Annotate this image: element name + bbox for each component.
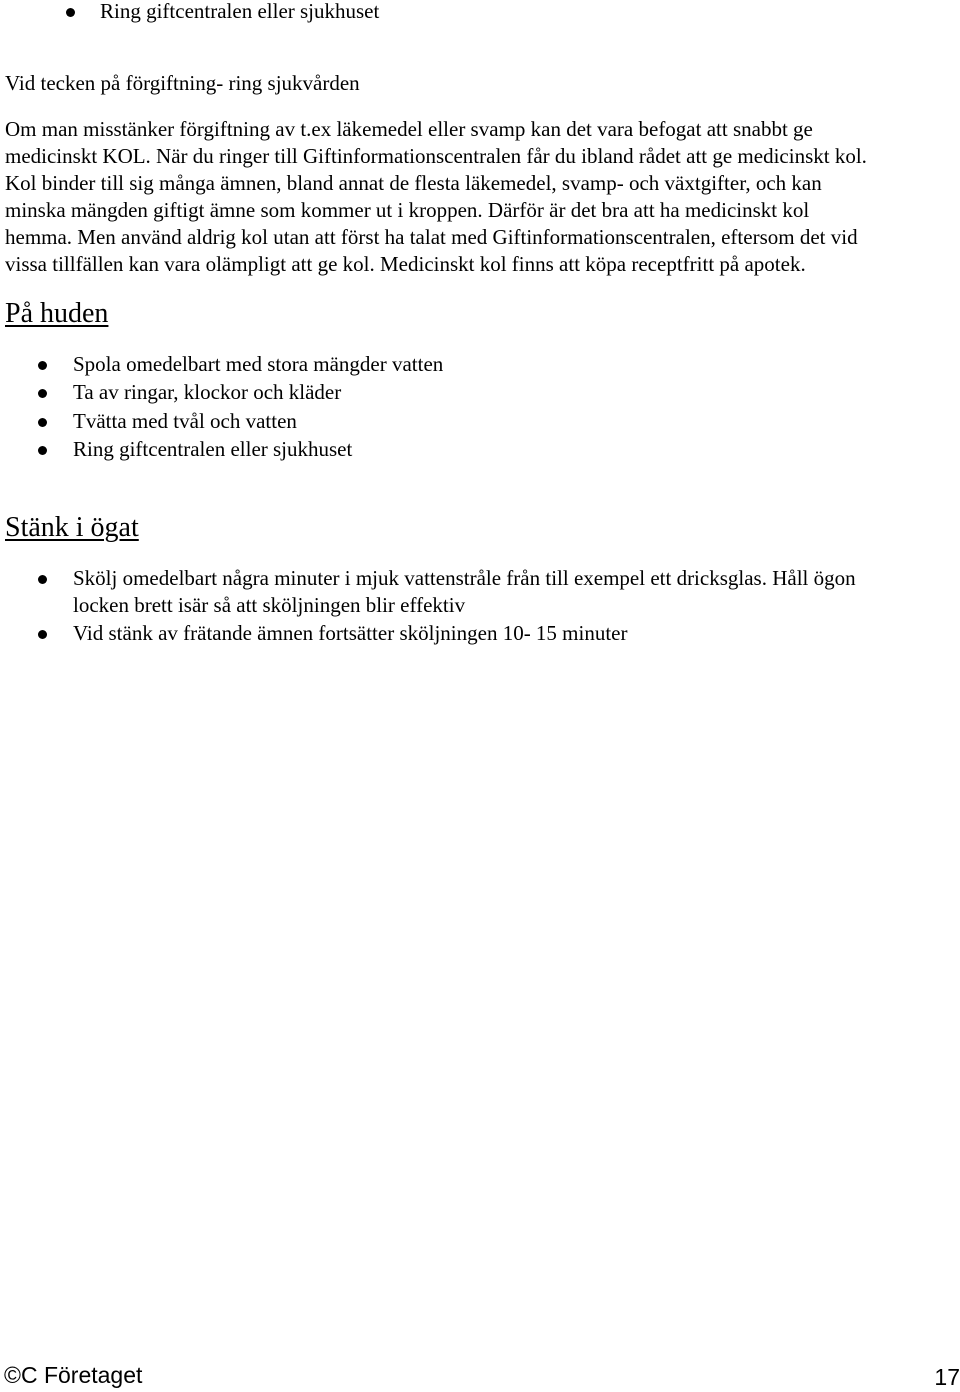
paragraph-line: Kol binder till sig många ämnen, bland annat de flesta läkemedel, svamp- och växtgifter, och kan: [5, 171, 822, 195]
paragraph-line: hemma. Men använd aldrig kol utan att först ha talat med Giftinformationscentralen, eftersom det vid: [5, 225, 858, 249]
paragraph-line: Om man misstänker förgiftning av t.ex läkemedel eller svamp kan det vara befogat att snabbt ge: [5, 117, 813, 141]
list-item: [73, 565, 856, 619]
footer-page-number: 17: [934, 1364, 960, 1390]
bullet-icon: [38, 418, 47, 427]
bullet-icon: [38, 389, 47, 398]
bullet-icon: [38, 575, 47, 584]
paragraph-medical-charcoal: [5, 116, 867, 278]
section-heading-skin: På huden: [5, 298, 109, 329]
section-heading-eye: Stänk i ögat: [5, 512, 139, 543]
list-item-line: locken brett isär så att sköljningen blir effektiv: [73, 593, 466, 617]
list-item: Ring giftcentralen eller sjukhuset: [100, 0, 380, 23]
list-item: Vid stänk av frätande ämnen fortsätter sköljningen 10- 15 minuter: [73, 621, 628, 645]
list-item: Ta av ringar, klockor och kläder: [73, 380, 342, 404]
bullet-icon: [38, 361, 47, 370]
bullet-icon: [38, 630, 47, 639]
bullet-icon: [66, 8, 75, 17]
paragraph-line: medicinskt KOL. När du ringer till Giftinformationscentralen får du ibland rådet att ge medicinskt kol.: [5, 144, 867, 168]
bullet-icon: [38, 446, 47, 455]
paragraph-line: minska mängden giftigt ämne som kommer ut i kroppen. Därför är det bra att ha medicinskt kol: [5, 198, 810, 222]
list-item-line: Skölj omedelbart några minuter i mjuk vattenstråle från till exempel ett dricksglas. Håll ögon: [73, 566, 856, 590]
list-item: Ring giftcentralen eller sjukhuset: [73, 437, 353, 461]
list-item: Tvätta med tvål och vatten: [73, 409, 297, 433]
list-item: Spola omedelbart med stora mängder vatten: [73, 352, 444, 376]
footer-company: ©C Företaget: [4, 1362, 143, 1388]
paragraph-line: vissa tillfällen kan vara olämpligt att ge kol. Medicinskt kol finns att köpa receptfritt på apotek.: [5, 252, 806, 276]
paragraph-poisoning-signs: [5, 70, 360, 97]
paragraph-line: Vid tecken på förgiftning- ring sjukvården: [5, 71, 360, 95]
